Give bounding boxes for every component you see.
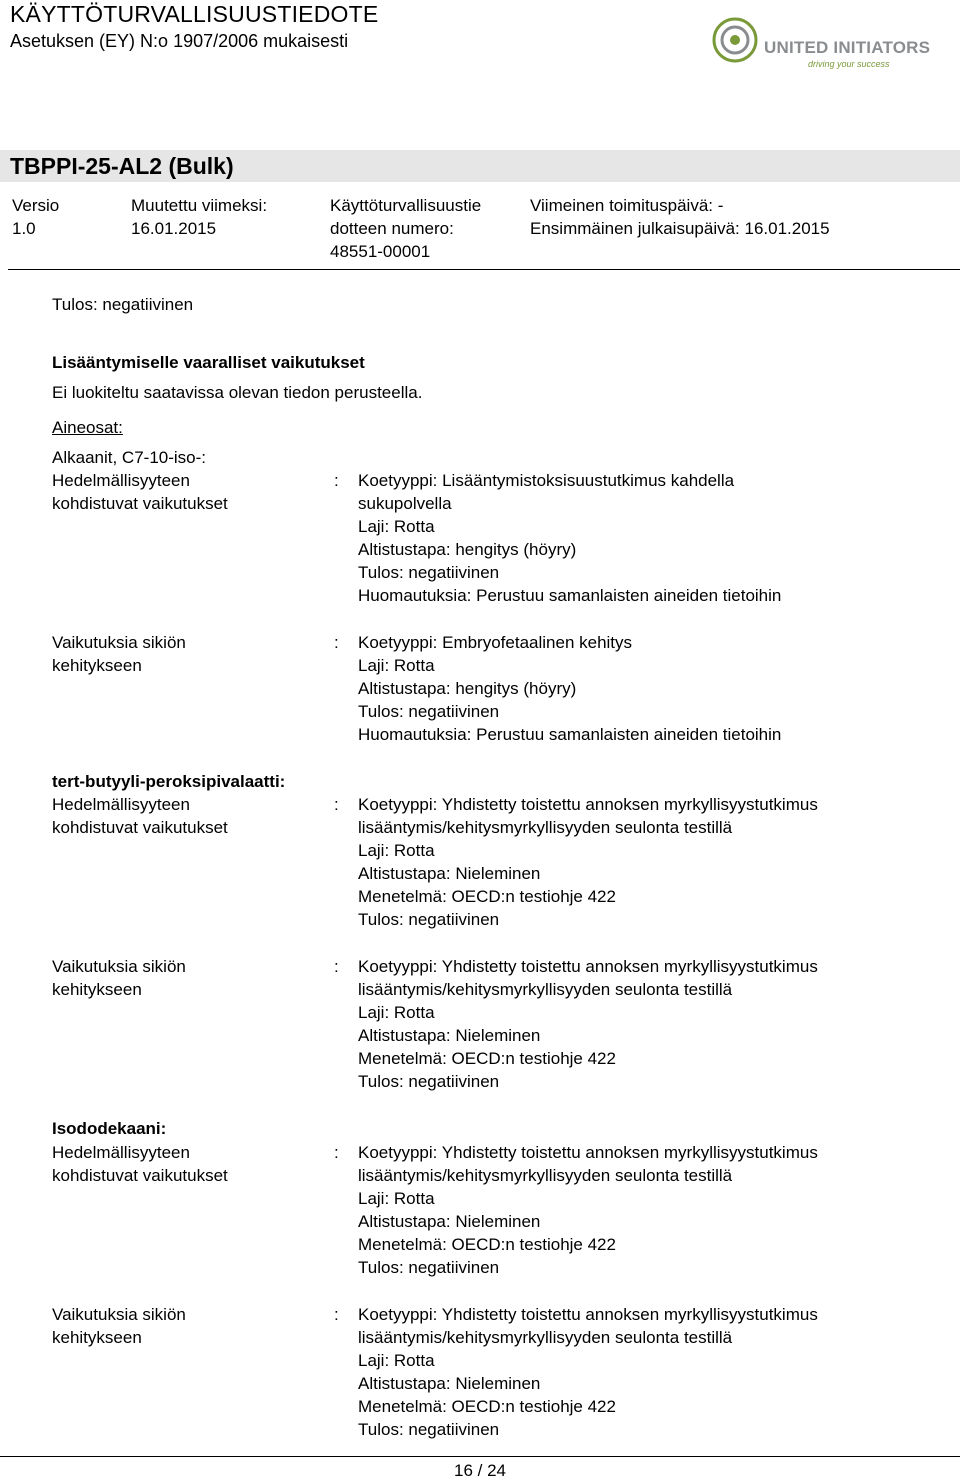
reproductive-toxicity-text: Ei luokiteltu saatavissa olevan tiedon perusteella. bbox=[52, 383, 423, 402]
sds-number-value: 48551-00001 bbox=[330, 242, 431, 261]
effect-label: Hedelmällisyyteen kohdistuvat vaikutukset bbox=[52, 471, 228, 513]
separator-colon: : bbox=[334, 957, 339, 976]
document-title: KÄYTTÖTURVALLISUUSTIEDOTE bbox=[10, 1, 379, 27]
separator-colon: : bbox=[334, 1143, 339, 1162]
version-value: 1.0 bbox=[12, 219, 36, 238]
effect-label: Hedelmällisyyteen kohdistuvat vaikutukset bbox=[52, 1143, 228, 1185]
effect-label: Vaikutuksia sikiön kehitykseen bbox=[52, 1305, 186, 1347]
modified-label: Muutettu viimeksi: bbox=[131, 196, 268, 215]
substance-name: Alkaanit, C7-10-iso-: bbox=[52, 448, 207, 467]
logo-wordmark: UNITED INITIATORS bbox=[764, 38, 931, 57]
effect-details: Koetyyppi: Lisääntymistoksisuustutkimus kahdella sukupolvella Laji: Rotta Altistustapa: hengitys (höyry) Tulos: negatiivinen Huomautuksia: Perustuu samanlaisten aineiden tietoihin bbox=[358, 471, 782, 605]
result-text: Tulos: negatiivinen bbox=[52, 295, 194, 314]
first-publication-date: Ensimmäinen julkaisupäivä: 16.01.2015 bbox=[530, 219, 830, 238]
effect-details: Koetyyppi: Yhdistetty toistettu annoksen myrkyllisyystutkimus lisääntymis/kehitysmyrkyllisyyden seulonta testillä Laji: Rotta Altistustapa: Nieleminen Menetelmä: OECD:n testiohje 422 Tulos: negatiivinen bbox=[358, 957, 818, 1091]
modified-block bbox=[131, 194, 267, 240]
separator-colon: : bbox=[334, 795, 339, 814]
effect-details: Koetyyppi: Yhdistetty toistettu annoksen myrkyllisyystutkimus lisääntymis/kehitysmyrkyllisyyden seulonta testillä Laji: Rotta Altistustapa: Nieleminen Menetelmä: OECD:n testiohje 422 Tulos: negatiivinen bbox=[358, 1143, 818, 1277]
last-delivery-date: Viimeinen toimituspäivä: - bbox=[530, 196, 724, 215]
modified-value: 16.01.2015 bbox=[131, 219, 217, 238]
dates-block bbox=[530, 194, 830, 240]
separator-colon: : bbox=[334, 1305, 339, 1324]
effect-label: Vaikutuksia sikiön kehitykseen bbox=[52, 633, 186, 675]
substance-name: Isododekaani: bbox=[52, 1119, 167, 1138]
regulation-subtitle: Asetuksen (EY) N:o 1907/2006 mukaisesti bbox=[10, 31, 349, 51]
effect-details: Koetyyppi: Embryofetaalinen kehitys Laji: Rotta Altistustapa: hengitys (höyry) Tulos: negatiivinen Huomautuksia: Perustuu samanlaisten aineiden tietoihin bbox=[358, 633, 782, 744]
substance-name: tert-butyyli-peroksipivalaatti: bbox=[52, 772, 286, 791]
version-label: Versio bbox=[12, 196, 60, 215]
page-number: 16 / 24 bbox=[454, 1461, 506, 1480]
effect-details: Koetyyppi: Yhdistetty toistettu annoksen myrkyllisyystutkimus lisääntymis/kehitysmyrkyllisyyden seulonta testillä Laji: Rotta Altistustapa: Nieleminen Menetelmä: OECD:n testiohje 422 Tulos: negatiivinen bbox=[358, 795, 818, 929]
sds-number-label-line1: Käyttöturvallisuustie bbox=[330, 196, 482, 215]
separator-colon: : bbox=[334, 471, 339, 490]
header-divider bbox=[8, 269, 960, 270]
reproductive-toxicity-heading: Lisääntymiselle vaaralliset vaikutukset bbox=[52, 353, 365, 372]
sds-number-block bbox=[330, 194, 481, 263]
sds-number-label-line2: dotteen numero: bbox=[330, 219, 454, 238]
footer-divider bbox=[0, 1456, 960, 1457]
company-logo bbox=[708, 14, 948, 74]
version-block bbox=[12, 194, 59, 240]
ingredients-heading: Aineosat: bbox=[52, 418, 123, 437]
effect-label: Hedelmällisyyteen kohdistuvat vaikutukset bbox=[52, 795, 228, 837]
united-initiators-logo-icon bbox=[710, 16, 760, 64]
separator-colon: : bbox=[334, 633, 339, 652]
logo-tagline: driving your success bbox=[808, 59, 890, 69]
product-title: TBPPI-25-AL2 (Bulk) bbox=[10, 153, 234, 179]
effect-label: Vaikutuksia sikiön kehitykseen bbox=[52, 957, 186, 999]
effect-details: Koetyyppi: Yhdistetty toistettu annoksen myrkyllisyystutkimus lisääntymis/kehitysmyrkyllisyyden seulonta testillä Laji: Rotta Altistustapa: Nieleminen Menetelmä: OECD:n testiohje 422 Tulos: negatiivinen bbox=[358, 1305, 818, 1439]
